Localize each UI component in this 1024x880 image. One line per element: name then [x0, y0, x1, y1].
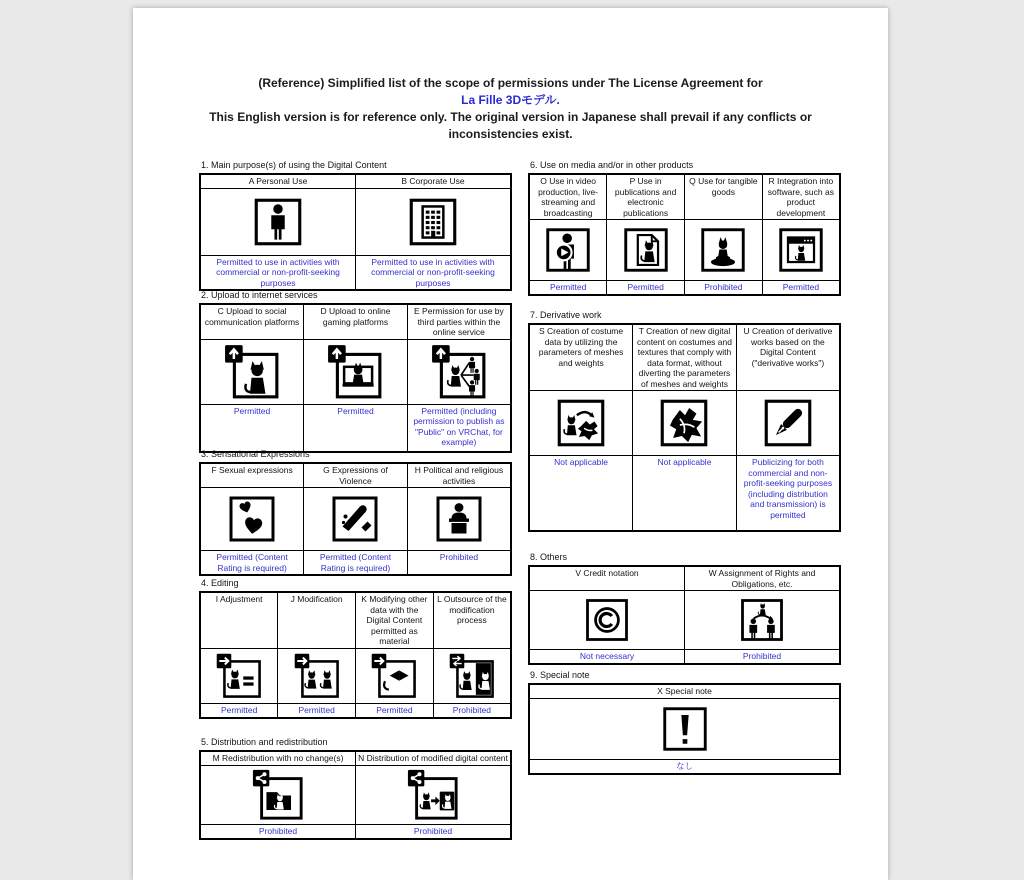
upload-gaming-icon: [326, 343, 384, 401]
copyright-icon: [581, 594, 633, 646]
cell-header: E Permission for use by third parties within the online service: [407, 304, 511, 339]
permission-text: Publicizing for both commercial and non-profit-seeking purposes (including distribution and transmission) is permitted: [736, 456, 840, 532]
permissions-table: [199, 750, 512, 840]
modified-distribution-icon: [406, 768, 460, 822]
redistribution-folder-icon: [251, 768, 305, 822]
exclamation-icon: [658, 702, 712, 756]
publication-page-icon: [619, 223, 673, 277]
third-party-share-icon: [430, 343, 488, 401]
costume-cloth-icon: [655, 394, 713, 452]
cell-header: N Distribution of modified digital content: [356, 751, 512, 765]
title-product-name: La Fille 3Dモデル.: [461, 93, 560, 107]
cell-header: B Corporate Use: [356, 174, 512, 188]
cell-header: T Creation of new digital content on costumes and textures that comply with data format, without diverting the parameters of meshes and weights: [633, 324, 737, 391]
cell-header: V Credit notation: [529, 566, 685, 591]
permission-text: Permitted (including permission to publish as "Public" on VRChat, for example): [407, 404, 511, 452]
section-main-purpose: [199, 160, 512, 291]
section-label: 4. Editing: [201, 578, 239, 588]
permission-text: Prohibited: [685, 281, 763, 296]
section-label: 1. Main purpose(s) of using the Digital Content: [201, 160, 387, 170]
cell-header: U Creation of derivative works based on the Digital Content ("derivative works"): [736, 324, 840, 391]
cell-header: A Personal Use: [200, 174, 356, 188]
document-page: [133, 8, 888, 880]
permission-text: Permitted: [762, 281, 840, 296]
hearts-icon: [224, 491, 280, 547]
permission-text: なし: [529, 759, 840, 774]
cell-header: K Modifying other data with the Digital Content permitted as material: [356, 592, 434, 648]
rights-assignment-icon: [736, 594, 788, 646]
permissions-table: [199, 462, 512, 576]
section-special-note: [528, 670, 841, 775]
document-title: [191, 75, 831, 143]
permission-text: Permitted (Content Rating is required): [304, 551, 408, 576]
section-label: 8. Others: [530, 552, 568, 562]
permission-text: Permitted: [529, 281, 607, 296]
permission-text: Permitted to use in activities with commercial or non-profit-seeking purposes: [356, 255, 512, 290]
cell-header: M Redistribution with no change(s): [200, 751, 356, 765]
cell-header: J Modification: [278, 592, 356, 648]
cell-header: S Creation of costume data by utilizing the parameters of meshes and weights: [529, 324, 633, 391]
cell-header: R Integration into software, such as product development: [762, 174, 840, 220]
permission-text: Permitted to use in activities with commercial or non-profit-seeking purposes: [200, 255, 356, 290]
upload-social-icon: [223, 343, 281, 401]
cell-header: G Expressions of Violence: [304, 463, 408, 488]
cell-header: F Sexual expressions: [200, 463, 304, 488]
cell-header: Q Use for tangible goods: [685, 174, 763, 220]
permission-text: Permitted: [607, 281, 685, 296]
software-window-icon: [774, 223, 828, 277]
cell-header: C Upload to social communication platforms: [200, 304, 304, 339]
person-icon: [249, 193, 307, 251]
section-label: 7. Derivative work: [530, 310, 602, 320]
costume-recycle-icon: [552, 394, 610, 452]
podium-speech-icon: [431, 491, 487, 547]
cell-header: W Assignment of Rights and Obligations, etc.: [685, 566, 841, 591]
section-label: 5. Distribution and redistribution: [201, 737, 328, 747]
cell-header: P Use in publications and electronic publications: [607, 174, 685, 220]
section-label: 3. Sensational Expressions: [201, 449, 310, 459]
section-sensational-expressions: [199, 449, 512, 576]
adjustment-icon: [215, 652, 263, 700]
building-icon: [404, 193, 462, 251]
cell-header: X Special note: [529, 684, 840, 698]
cell-header: H Political and religious activities: [407, 463, 511, 488]
permission-text: Prohibited: [356, 824, 512, 839]
knife-icon: [327, 491, 383, 547]
permissions-table: [528, 565, 841, 665]
outsource-icon: [448, 652, 496, 700]
cell-header: I Adjustment: [200, 592, 278, 648]
modification-icon: [293, 652, 341, 700]
permissions-table: [199, 173, 512, 291]
pen-icon: [759, 394, 817, 452]
section-editing: [199, 578, 512, 719]
permissions-table: [199, 591, 512, 719]
title-disclaimer: This English version is for reference only. The original version in Japanese shall prevail if any conflicts or inconsistencies exist.: [209, 110, 812, 141]
permissions-table: [528, 683, 841, 775]
title-line-1: (Reference) Simplified list of the scope of permissions under The License Agreement for: [258, 76, 763, 90]
section-distribution: [199, 737, 512, 840]
permission-text: Prohibited: [685, 650, 841, 665]
permission-text: Permitted: [200, 703, 278, 718]
permissions-table: [528, 173, 841, 296]
section-label: 9. Special note: [530, 670, 590, 680]
permission-text: Prohibited: [433, 703, 511, 718]
permission-text: Permitted: [356, 703, 434, 718]
permission-text: Prohibited: [407, 551, 511, 576]
section-upload-services: [199, 290, 512, 453]
section-label: 2. Upload to internet services: [201, 290, 318, 300]
permissions-table: [199, 303, 512, 453]
cell-header: L Outsource of the modification process: [433, 592, 511, 648]
material-bow-icon: [370, 652, 418, 700]
permission-text: Not necessary: [529, 650, 685, 665]
permission-text: Permitted: [304, 404, 408, 452]
permission-text: Prohibited: [200, 824, 356, 839]
section-others: [528, 552, 841, 665]
video-play-icon: [541, 223, 595, 277]
section-media-products: [528, 160, 841, 296]
tangible-goods-icon: [696, 223, 750, 277]
permission-text: Permitted (Content Rating is required): [200, 551, 304, 576]
permission-text: Not applicable: [529, 456, 633, 532]
permission-text: Permitted: [200, 404, 304, 452]
permissions-table: [528, 323, 841, 532]
permission-text: Permitted: [278, 703, 356, 718]
cell-header: O Use in video production, live-streaming and broadcasting: [529, 174, 607, 220]
cell-header: D Upload to online gaming platforms: [304, 304, 408, 339]
section-label: 6. Use on media and/or in other products: [530, 160, 694, 170]
permission-text: Not applicable: [633, 456, 737, 532]
section-derivative-work: [528, 310, 841, 532]
